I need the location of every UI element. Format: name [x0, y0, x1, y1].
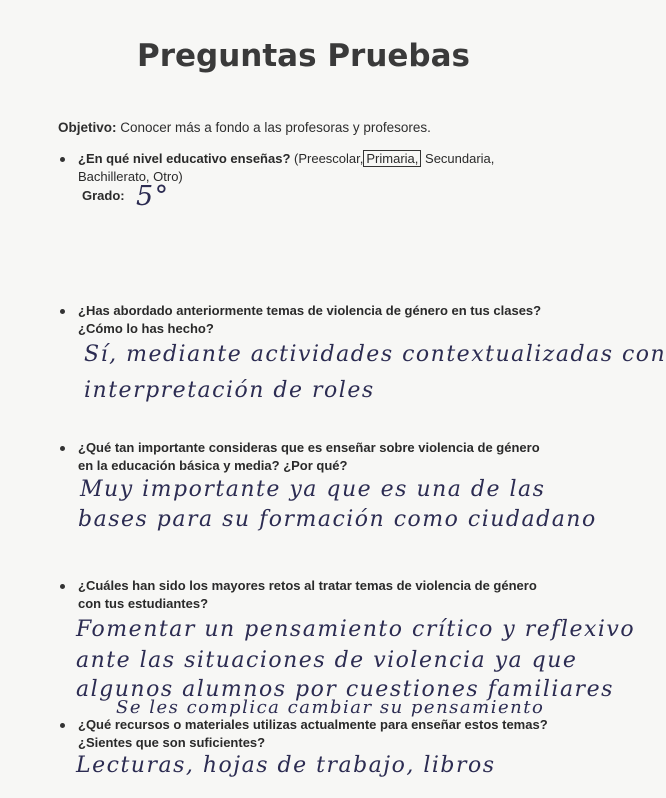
objective-label: Objetivo: [58, 120, 117, 135]
question-4-line2: con tus estudiantes? [78, 596, 209, 611]
question-1 [60, 150, 550, 186]
question-2-line1: ¿Has abordado anteriormente temas de violencia de género en tus clases? [78, 303, 542, 318]
objective [58, 120, 431, 135]
bullet-icon [60, 309, 65, 314]
grade-answer: 5° [136, 181, 170, 212]
question-1-selected-option: Primaria, [363, 150, 421, 167]
answer-4-line3: algunos alumnos por cuestiones familiares [76, 677, 614, 702]
question-4 [60, 577, 550, 613]
bullet-icon [60, 446, 65, 451]
question-5 [60, 716, 550, 752]
question-1-options-line2: Bachillerato, Otro) [78, 169, 183, 184]
answer-3-line1: Muy importante ya que es una de las [80, 477, 546, 502]
answer-2-line2: interpretación de roles [84, 378, 375, 403]
page-title: Preguntas Pruebas [136, 38, 470, 74]
question-1-options-post: Secundaria, [421, 151, 495, 166]
question-5-line2: ¿Sientes que son suficientes? [78, 735, 266, 750]
bullet-icon [60, 157, 65, 162]
answer-4-line1: Fomentar un pensamiento crítico y reflexivo [76, 617, 636, 642]
question-2-line2: ¿Cómo lo has hecho? [78, 321, 214, 336]
bullet-icon [60, 723, 65, 728]
answer-5-line1: Lecturas, hojas de trabajo, libros [76, 753, 496, 778]
objective-text: Conocer más a fondo a las profesoras y profesores. [116, 120, 431, 135]
question-4-line1: ¿Cuáles han sido los mayores retos al tratar temas de violencia de género [78, 578, 537, 593]
answer-3-line2: bases para su formación como ciudadano [78, 507, 597, 532]
answer-2-line1: Sí, mediante actividades contextualizadas con [84, 342, 666, 367]
question-3-line1: ¿Qué tan importante consideras que es enseñar sobre violencia de género [78, 440, 540, 455]
question-2 [60, 302, 550, 338]
answer-4-line4: Se les complica cambiar su pensamiento [116, 697, 545, 718]
answer-4-line2: ante las situaciones de violencia ya que [76, 648, 578, 673]
bullet-icon [60, 584, 65, 589]
question-3-line2: en la educación básica y media? ¿Por qué? [78, 458, 348, 473]
question-5-line1: ¿Qué recursos o materiales utilizas actualmente para enseñar estos temas? [78, 717, 548, 732]
question-1-text: ¿En qué nivel educativo enseñas? [78, 151, 291, 166]
grade-label: Grado: [82, 188, 125, 203]
question-3 [60, 439, 550, 475]
question-1-options-pre: (Preescolar, [290, 151, 364, 166]
